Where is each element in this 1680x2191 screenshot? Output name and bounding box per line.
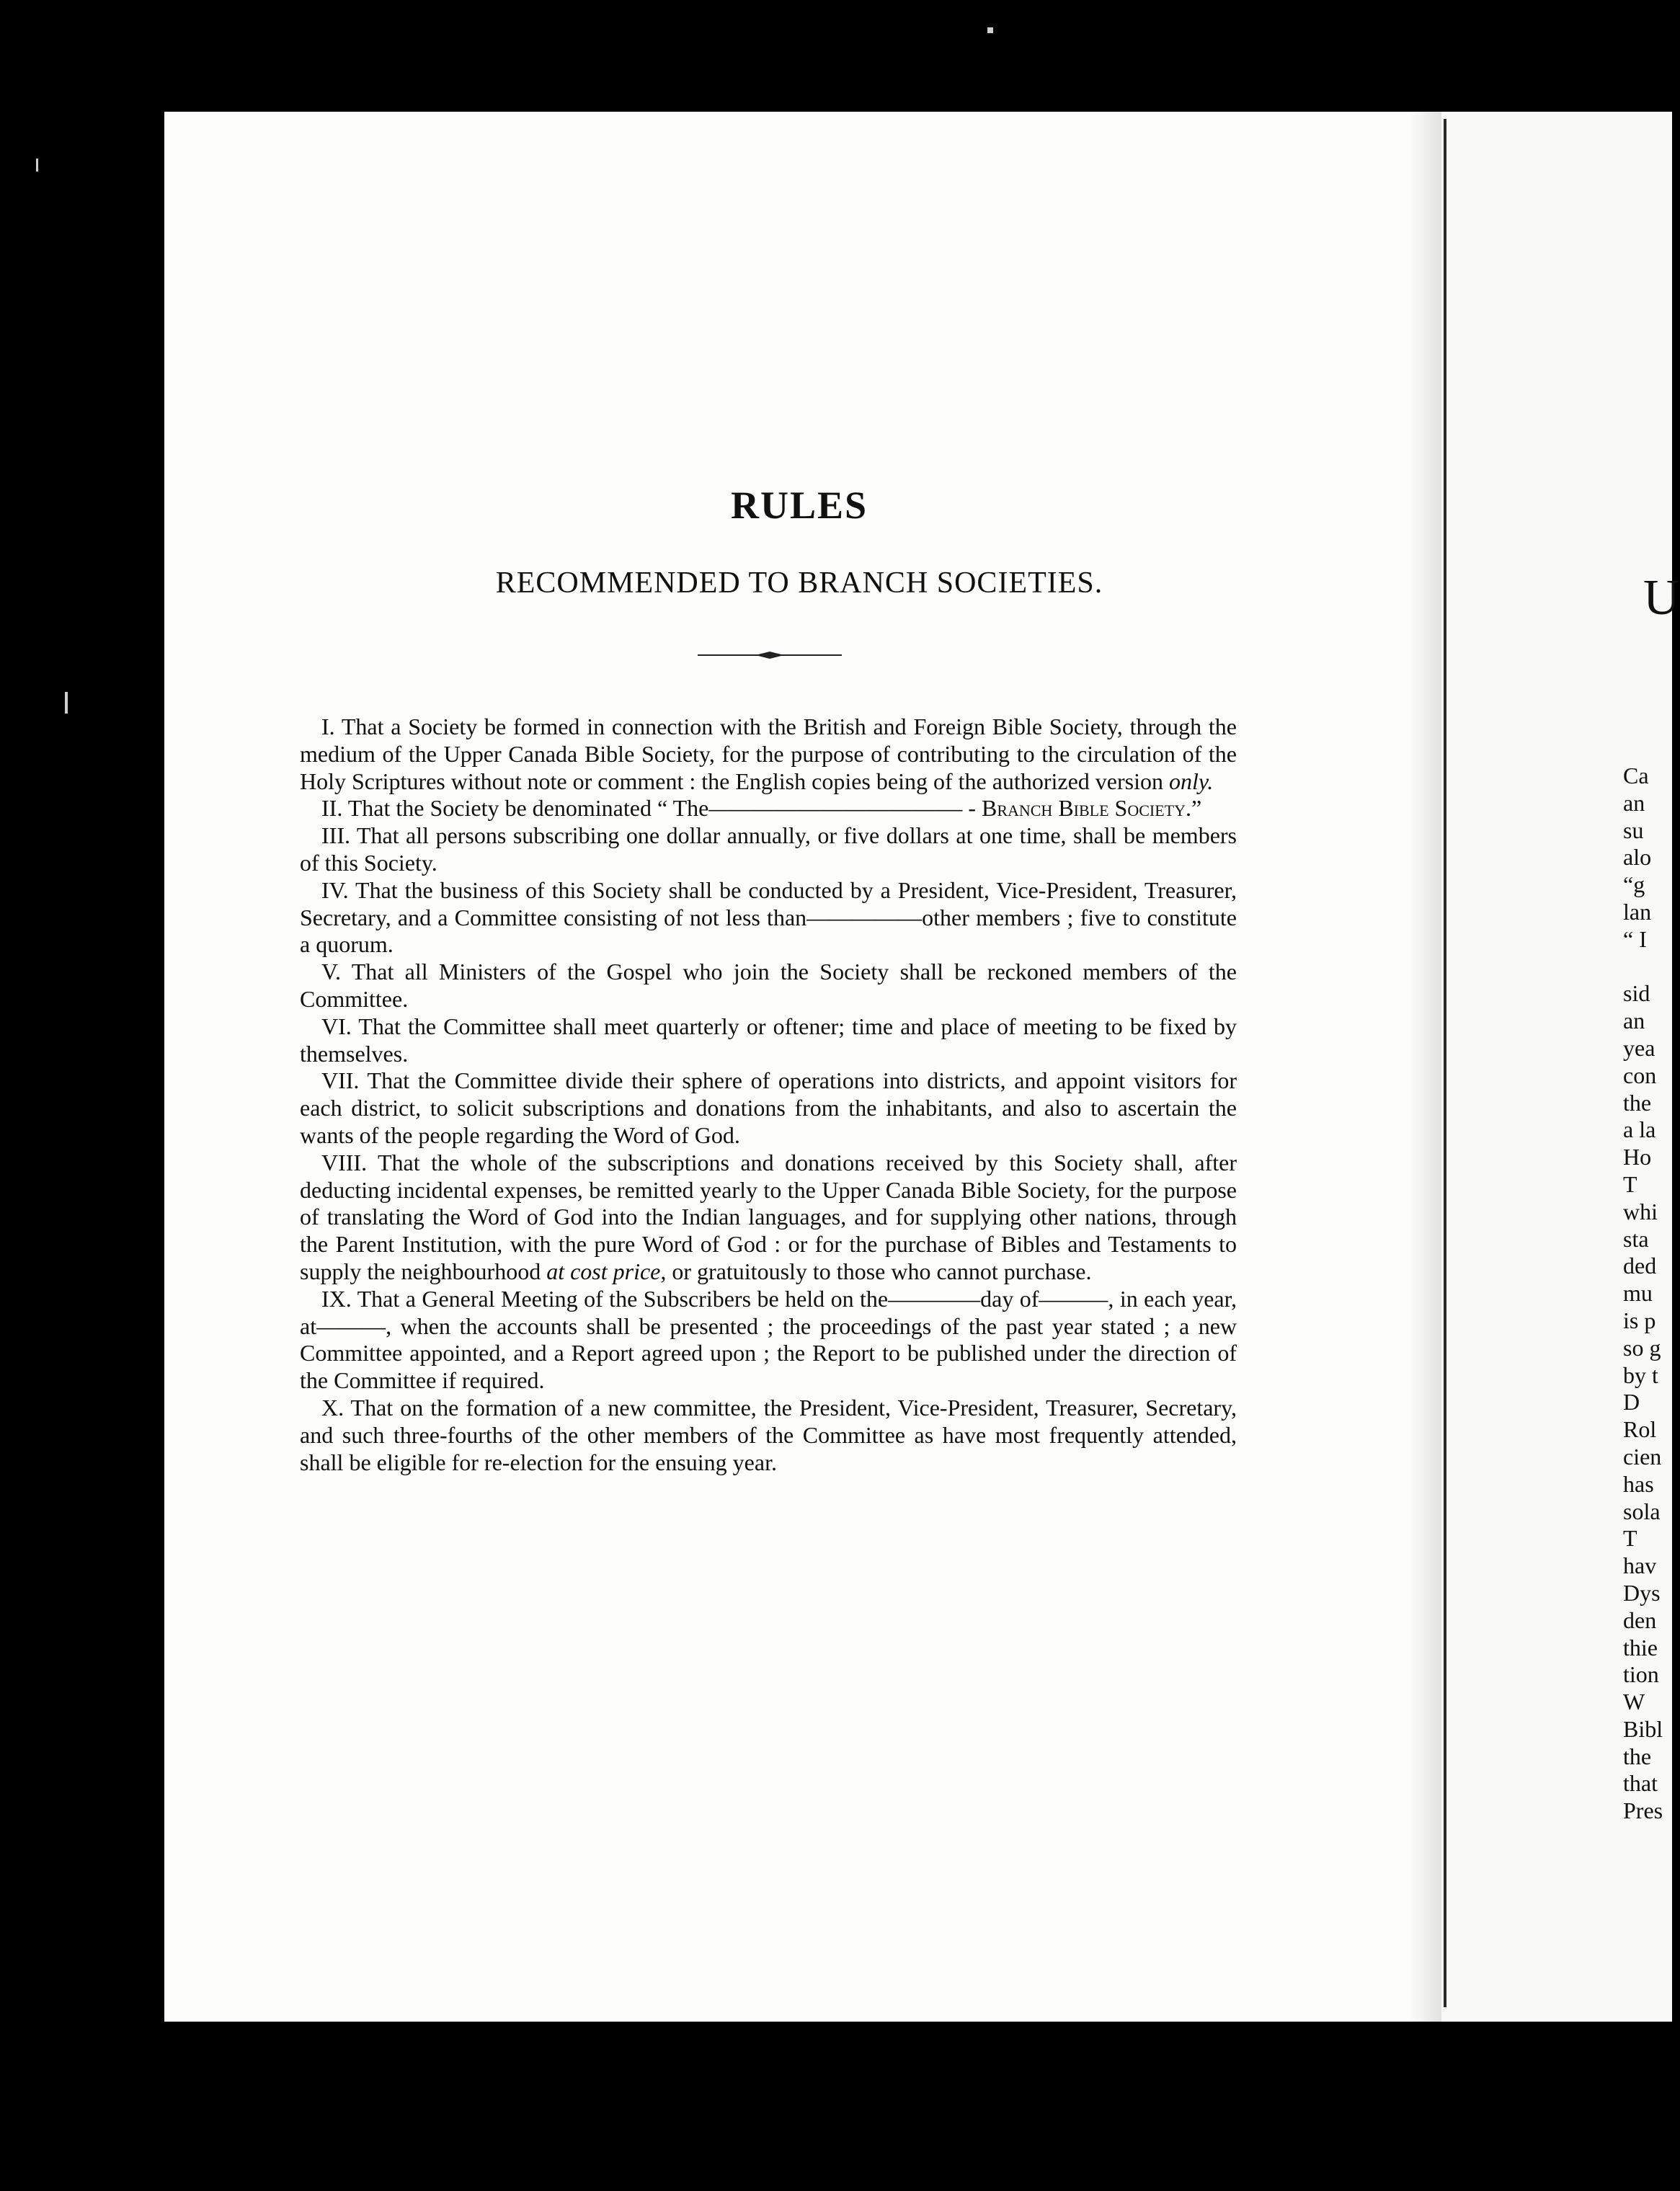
facing-page-line: T [1623, 1525, 1637, 1552]
facing-page-line: so g [1623, 1334, 1661, 1361]
rule-numeral: X. [321, 1394, 345, 1421]
rule-4 [300, 877, 1237, 959]
facing-page-line: “ I [1623, 925, 1647, 952]
facing-page-line: Dys [1623, 1579, 1661, 1606]
facing-page-line: Ho [1623, 1144, 1652, 1170]
scan-speck [65, 692, 68, 714]
facing-page-line: Pres [1623, 1797, 1663, 1824]
page-title: RULES [730, 484, 868, 527]
rule-emphasis: at cost price, [546, 1258, 667, 1284]
rules-list [300, 714, 1237, 1476]
page-subtitle: RECOMMENDED TO BRANCH SOCIETIES. [495, 566, 1103, 600]
facing-page-line: W [1623, 1689, 1645, 1715]
facing-page-line: sta [1623, 1225, 1649, 1252]
facing-page-line: Ca [1623, 763, 1649, 788]
facing-page-line: con [1623, 1062, 1657, 1088]
rule-text: That the Committee divide their sphere of operations into districts, and appoint visitors for each district, to solicit subscriptions and donations from the inhabitants, and also to ascertain the wants of the people regarding the Word of God. [300, 1067, 1237, 1148]
facing-page-line: thie [1623, 1634, 1658, 1661]
rule-text: That the business of this Society shall be conducted by a President, Vice-President, Treasurer, Secretary, and a Committee consisting of not less than—————other members ; five to constitute a quorum. [300, 876, 1237, 958]
facing-page-heading: U [1643, 570, 1680, 626]
rule-emphasis: only. [1168, 768, 1214, 794]
rule-text: That on the formation of a new committee, the President, Vice-President, Treasurer, Secretary, and such three-fourths of the other members of the Committee as have most frequently attended, shall be eligible for re-election for the ensuing year. [300, 1394, 1237, 1475]
facing-page-line [1623, 954, 1672, 981]
facing-page-line: ded [1623, 1253, 1657, 1279]
rule-numeral: II. [321, 795, 343, 822]
facing-page-line: whi [1623, 1198, 1658, 1225]
rule-numeral: III. [321, 822, 350, 849]
facing-page-line: is p [1623, 1307, 1656, 1333]
facing-page-line: the [1623, 1743, 1652, 1769]
facing-page-line: yea [1623, 1034, 1655, 1061]
facing-page-line: Bibl [1623, 1715, 1663, 1742]
facing-page-line: by t [1623, 1361, 1658, 1388]
rule-3 [300, 822, 1237, 877]
rule-text: That the Committee shall meet quarterly or oftener; time and place of meeting to be fixed by themselves. [300, 1013, 1237, 1067]
rule-numeral: VIII. [321, 1149, 368, 1176]
rule-text-after: or gratuitously to those who cannot purchase. [672, 1258, 1092, 1284]
rule-text: That a General Meeting of the Subscribers be held on the————day of———, in each year, at———, when the accounts shall be presented ; the proceedings of the past year stated ; a new Committee appointed, and a Report agreed upon ; the Report to be published under the direction of the Committee if required. [300, 1285, 1237, 1394]
rule-smallcaps: - Branch Bible Society.” [968, 795, 1202, 822]
rule-text: That the whole of the subscriptions and donations received by this Society shall, after deducting incidental expenses, be remitted yearly to the Upper Canada Bible Society, for the purpose of translating the Word of God into the Indian languages, and for supplying other nations, through the Parent Institution, with the pure Word of God : or for the purchase of Bibles and Testaments to supply the neighbourhood [300, 1149, 1237, 1284]
rule-8 [300, 1150, 1237, 1286]
facing-page-line: a la [1623, 1116, 1656, 1143]
facing-page-line: “g [1623, 871, 1645, 898]
facing-page-line: alo [1623, 844, 1652, 871]
facing-page-line: cien [1623, 1443, 1662, 1470]
scan-speck [987, 27, 993, 33]
rule-2 [300, 795, 1237, 822]
facing-page-line: Rol [1623, 1416, 1657, 1443]
facing-page-line: the [1623, 1089, 1652, 1116]
rule-numeral: IX. [321, 1285, 352, 1312]
rule-6 [300, 1013, 1237, 1068]
facing-page-line: den [1623, 1606, 1657, 1633]
rule-numeral: V. [321, 959, 341, 985]
facing-page-line: that [1623, 1770, 1658, 1797]
rule-1 [300, 714, 1237, 795]
facing-page-line: su [1623, 817, 1644, 843]
binding-spine [1444, 119, 1446, 2007]
rule-numeral: I. [321, 714, 335, 739]
rule-10 [300, 1395, 1237, 1476]
rule-5 [300, 959, 1237, 1013]
facing-page-line: lan [1623, 898, 1652, 925]
facing-page-line: T [1623, 1170, 1637, 1197]
facing-page-line: an [1623, 1008, 1645, 1034]
facing-page-line: tion [1623, 1661, 1659, 1688]
facing-page-line: sid [1623, 980, 1650, 1007]
rule-text: That all Ministers of the Gospel who join the Society shall be reckoned members of the Committee. [300, 959, 1237, 1012]
rule-numeral: IV. [321, 876, 349, 903]
rule-numeral: VI. [321, 1013, 352, 1039]
rule-7 [300, 1067, 1237, 1149]
rule-text: That a Society be formed in connection with the British and Foreign Bible Society, through the medium of the Upper Canada Bible Society, for the purpose of contributing to the circulation of the Holy Scriptures without note or comment : the English copies being of the authorized version [300, 714, 1237, 794]
facing-page-line: sola [1623, 1498, 1661, 1524]
facing-page-line: hav [1623, 1552, 1657, 1579]
ornament-divider [698, 650, 842, 660]
rule-9 [300, 1286, 1237, 1395]
rule-text: That all persons subscribing one dollar annually, or five dollars at one time, shall be members of this Society. [300, 822, 1237, 876]
facing-page-line: has [1623, 1470, 1654, 1497]
facing-page-line: D [1623, 1389, 1640, 1416]
facing-page-line: mu [1623, 1280, 1653, 1307]
rule-blank: ——————————— [708, 795, 963, 822]
scan-speck [36, 159, 38, 172]
facing-page-text [1623, 763, 1672, 1825]
rule-numeral: VII. [321, 1067, 360, 1094]
rule-text: That the Society be denominated “ The [347, 795, 709, 822]
facing-page-line: an [1623, 789, 1645, 816]
